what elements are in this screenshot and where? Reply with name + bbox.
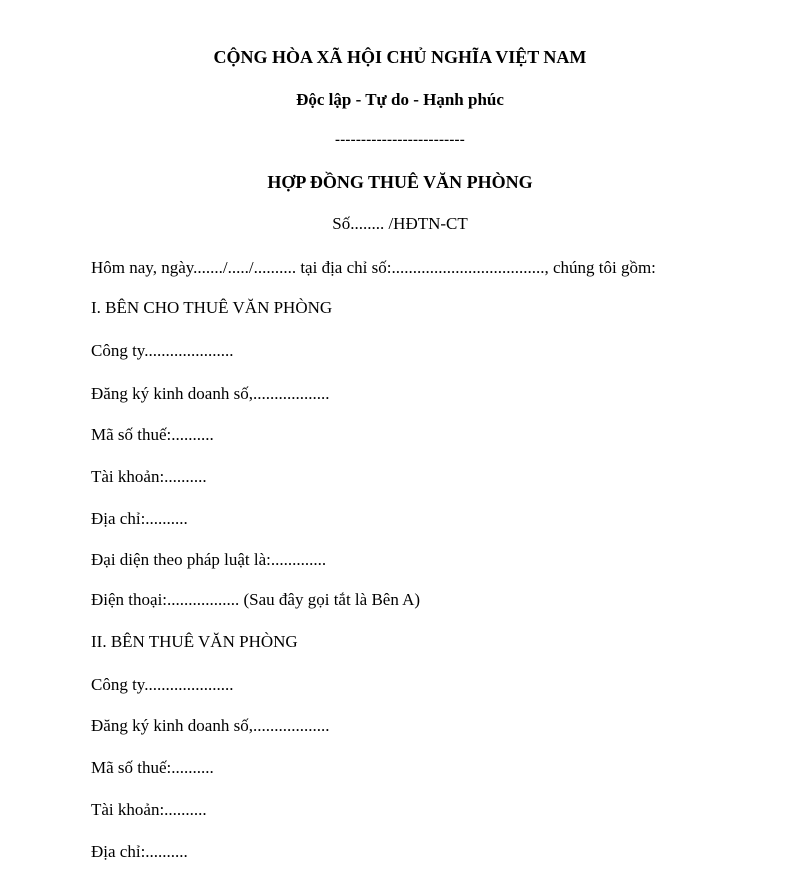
- party-a-company: Công ty.....................: [91, 341, 234, 360]
- document-number: Số........ /HĐTN-CT: [332, 214, 468, 233]
- party-a-tax-code: Mã số thuế:..........: [91, 425, 214, 444]
- party-b-tax-code: Mã số thuế:..........: [91, 758, 214, 777]
- intro-line: Hôm nay, ngày......./...../.......... tại địa chỉ số:...................................., chúng tôi gồm:: [91, 258, 656, 277]
- party-a-heading: I. BÊN CHO THUÊ VĂN PHÒNG: [91, 298, 333, 317]
- country-heading: CỘNG HÒA XÃ HỘI CHỦ NGHĨA VIỆT NAM: [213, 47, 587, 67]
- party-b-address: Địa chỉ:..........: [91, 842, 188, 861]
- document-title: HỢP ĐỒNG THUÊ VĂN PHÒNG: [267, 172, 533, 192]
- party-b-business-reg: Đăng ký kinh doanh số,..................: [91, 716, 330, 735]
- party-a-account: Tài khoản:..........: [91, 467, 207, 486]
- party-a-address: Địa chỉ:..........: [91, 509, 188, 528]
- party-b-heading: II. BÊN THUÊ VĂN PHÒNG: [91, 632, 298, 651]
- party-a-phone: Điện thoại:................. (Sau đây gọi tắt là Bên A): [91, 590, 421, 609]
- party-a-representative: Đại diện theo pháp luật là:.............: [91, 550, 327, 569]
- party-a-business-reg: Đăng ký kinh doanh số,..................: [91, 384, 330, 403]
- party-b-company: Công ty.....................: [91, 675, 234, 694]
- party-b-account: Tài khoản:..........: [91, 800, 207, 819]
- header-separator: -------------------------: [335, 132, 465, 148]
- motto: Độc lập - Tự do - Hạnh phúc: [296, 90, 504, 109]
